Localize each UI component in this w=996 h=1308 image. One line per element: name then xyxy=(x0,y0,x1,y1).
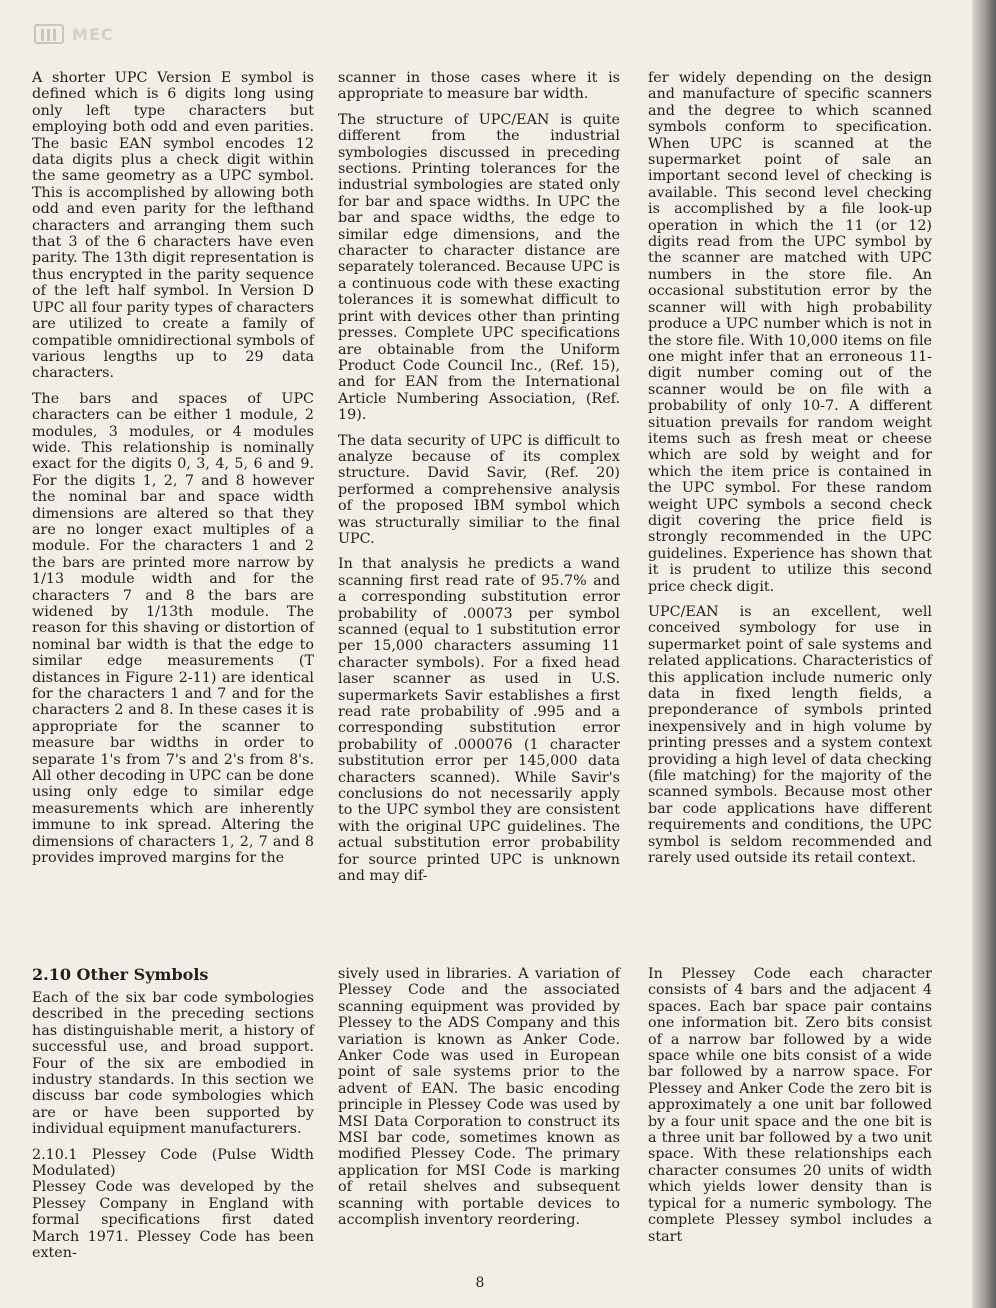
section-heading: 2.10 Other Symbols xyxy=(32,965,209,984)
logo-mark-icon xyxy=(34,24,64,44)
bottom-column-2 xyxy=(338,966,620,1238)
bottom-column-3 xyxy=(648,966,932,1254)
paragraph: In Plessey Code each character consists of 4 bars and the adjacent 4 spaces. Each bar space pair contains one information bit. Zero bits consist of a narrow bar followed by a wide space while one bits consist of a wide bar followed by a narrow space. For Plessey and Anker Code the zero bit is approximately a one unit bar followed by a four unit space and the one bit is a three unit bar followed by a two unit space. With these relationships each character consumes 20 units of width which yields lower density than is typical for a numeric symbology. The complete Plessey symbol includes a start xyxy=(648,966,932,1245)
subsection-heading: 2.10.1 Plessey Code (Pulse Width Modulated) xyxy=(32,1146,314,1180)
paragraph: A shorter UPC Version E symbol is defined which is 6 digits long using only left type characters but employing both odd and even parities. The basic EAN symbol encodes 12 data digits plus a check digit within the same geometry as a UPC symbol. This is accomplished by allowing both odd and even parity for the lefthand characters and arranging them such that 3 of the 6 characters have even parity. The 13th digit representation is thus encrypted in the parity sequence of the left half symbol. In Version D UPC all four parity types of characters are utilized to create a family of compatible omnidirectional symbols of various lengths up to 29 data characters. xyxy=(32,70,314,382)
top-column-1 xyxy=(32,70,314,876)
paragraph: fer widely depending on the design and manufacture of specific scanners and the degree to which scanned symbols conform to specification. When UPC is scanned at the supermarket point of sale an important second level of checking is available. This second level checking is accomplished by a file look-up operation in which the 11 (or 12) digits read from the UPC symbol by the scanner are matched with UPC numbers in the store file. An occasional substitution error by the scanner will with high probability produce a UPC number which is not in the store file. With 10,000 items on file one might infer that an erroneous 11-digit number coming out of the scanner would be on file with a probability of only 10-7. A different situation prevails for random weight items such as fresh meat or cheese which are sold by weight and for which the item price is contained in the UPC symbol. For these random weight UPC symbols a second check digit covering the price field is strongly recommended in the UPC guidelines. Experience has shown that it is prudent to utilize this second price check digit. xyxy=(648,70,932,595)
paragraph: UPC/EAN is an excellent, well conceived symbology for use in supermarket point of sale systems and related applications. Characteristics of this application include numeric only data in fixed length fields, a preponderance of symbols printed inexpensively and in high volume by printing presses and a system context providing a high level of data checking (file matching) for the majority of the scanned symbols. Because most other bar code applications have different requirements and conditions, the UPC symbol is seldom recommended and rarely used outside its retail context. xyxy=(648,604,932,867)
book-spine-shadow xyxy=(972,0,996,1308)
paragraph: The data security of UPC is difficult to analyze because of its complex structure. David Savir, (Ref. 20) performed a comprehensive analysis of the proposed IBM symbol which was structurally similiar to the final UPC. xyxy=(338,432,620,547)
paragraph: Each of the six bar code symbologies described in the preceding sections has distinguishable merit, a history of successful use, and broad support. Four of the six are embodied in industry standards. In this section we discuss bar code symbologies which are or have been supported by individual equipment manufacturers. xyxy=(32,990,314,1138)
paragraph: In that analysis he predicts a wand scanning first read rate of 95.7% and a corresponding substitution error probability of .00073 per symbol scanned (equal to 1 substitution error per 15,000 characters assuming 11 character symbols). For a fixed head laser scanner as used in U.S. supermarkets Savir establishes a first read rate probability of .995 and a corresponding substitution error probability of .000076 (1 character substitution error per 145,000 data characters scanned). While Savir's conclusions do not necessarily apply to the UPC symbol they are consistent with the original UPC guidelines. The actual substitution error probability for source printed UPC is unknown and may dif- xyxy=(338,556,620,885)
publisher-logo xyxy=(34,24,174,46)
paragraph: scanner in those cases where it is appropriate to measure bar width. xyxy=(338,70,620,103)
paragraph: sively used in libraries. A variation of Plessey Code and the associated scanning equipment was provided by Plessey to the ADS Company and this variation is known as Anker Code. Anker Code was used in European point of sale systems prior to the advent of EAN. The basic encoding principle in Plessey Code was used by MSI Data Corporation to construct its MSI bar code, sometimes known as modified Plessey Code. The primary application for MSI Code is marking of retail shelves and subsequent scanning with portable devices to accomplish inventory reordering. xyxy=(338,966,620,1229)
paragraph: The structure of UPC/EAN is quite different from the industrial symbologies discussed in preceding sections. Printing tolerances for the industrial symbologies are stated only for bar and space widths. In UPC the bar and space widths, the edge to similar edge dimensions, and the character to character distance are separately toleranced. Because UPC is a continuous code with these exacting tolerances it is somewhat difficult to print with devices other than printing presses. Complete UPC specifications are obtainable from the Uniform Product Code Council Inc., (Ref. 15), and for EAN from the International Article Numbering Association, (Ref. 19). xyxy=(338,111,620,424)
logo-text: MEC xyxy=(72,25,114,44)
paragraph: The bars and spaces of UPC characters can be either 1 module, 2 modules, 3 modules, or 4 modules wide. This relationship is nominally exact for the digits 0, 3, 4, 5, 6 and 9. For the digits 1, 2, 7 and 8 however the nominal bar and space width dimensions are altered so that they are no longer exact multiples of a module. For the characters 1 and 2 the bars are printed more narrow by 1/13 module width and for the characters 7 and 8 the bars are widened by 1/13th module. The reason for this shaving or distortion of nominal bar width is that the edge to similar edge measurements (T distances in Figure 2-11) are identical for the characters 1 and 7 and for the characters 2 and 8. In these cases it is appropriate for the scanner to measure bar widths in order to separate 1's from 7's and 2's from 8's. All other decoding in UPC can be done using only edge to similar edge measurements which are inherently immune to ink spread. Altering the dimensions of characters 1, 2, 7 and 8 provides improved margins for the xyxy=(32,390,314,867)
bottom-column-1 xyxy=(32,966,314,1271)
paragraph: Plessey Code was developed by the Plessey Company in England with formal specifications first dated March 1971. Plessey Code has been exten- xyxy=(32,1179,314,1262)
page-number: 8 xyxy=(475,1275,485,1291)
top-column-3 xyxy=(648,70,932,876)
top-column-2 xyxy=(338,70,620,894)
